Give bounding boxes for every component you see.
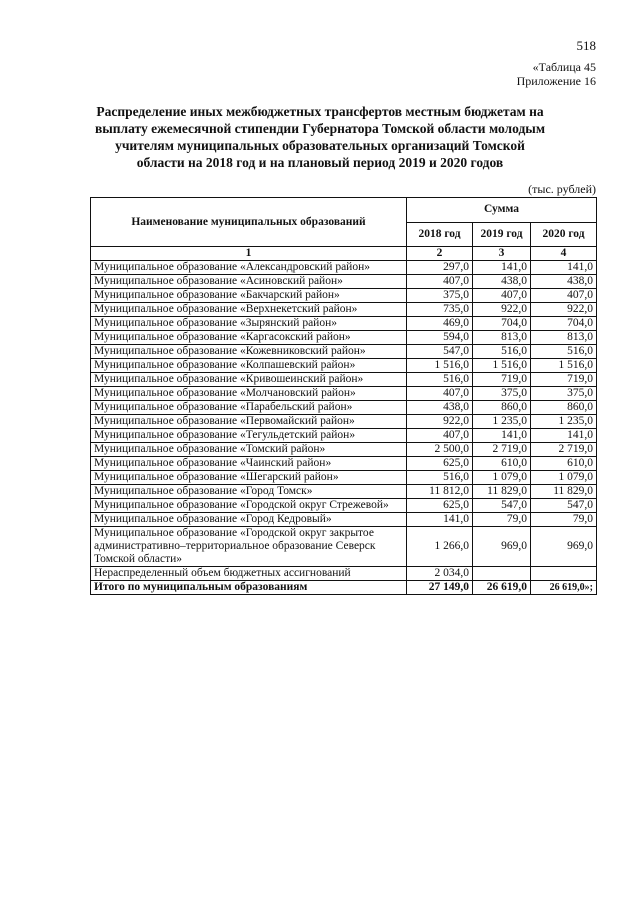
- column-index-row: [91, 247, 597, 261]
- table-row: [91, 387, 597, 401]
- value-2018: 407,0: [407, 429, 473, 443]
- municipality-name: Муниципальное образование «Шегарский район»: [91, 471, 407, 485]
- total-2020: 26 619,0»;: [531, 581, 597, 595]
- municipality-name: Муниципальное образование «Парабельский район»: [91, 401, 407, 415]
- value-2020: 547,0: [531, 499, 597, 513]
- table-number: «Таблица 45: [532, 60, 596, 74]
- value-2018: 469,0: [407, 317, 473, 331]
- value-2018: 625,0: [407, 457, 473, 471]
- value-2020: 141,0: [531, 429, 597, 443]
- municipality-name: Муниципальное образование «Колпашевский район»: [91, 359, 407, 373]
- value-2018: 1 516,0: [407, 359, 473, 373]
- municipality-name: Муниципальное образование «Кривошеинский район»: [91, 373, 407, 387]
- municipality-name: Муниципальное образование «Томский район»: [91, 443, 407, 457]
- total-2019: 26 619,0: [473, 581, 531, 595]
- value-2020: 1 235,0: [531, 415, 597, 429]
- budget-table: [90, 197, 597, 595]
- total-2018: 27 149,0: [407, 581, 473, 595]
- document-title: Распределение иных межбюджетных трансфертов местным бюджетам на выплату ежемесячной стипендии Губернатора Томской области молодым учителям муниципальных образовательных организаций Томской области на 2018 год и на плановый период 2019 и 2020 годов: [94, 104, 546, 170]
- municipality-name: Муниципальное образование «Чаинский район»: [91, 457, 407, 471]
- value-2018: 2 500,0: [407, 443, 473, 457]
- table-row: [91, 429, 597, 443]
- value-2020: 516,0: [531, 345, 597, 359]
- value-2019: 547,0: [473, 499, 531, 513]
- value-2019: 1 235,0: [473, 415, 531, 429]
- value-2020: 407,0: [531, 289, 597, 303]
- value-2018: 516,0: [407, 373, 473, 387]
- value-2020: 704,0: [531, 317, 597, 331]
- value-2019: 1 079,0: [473, 471, 531, 485]
- header-year-2020: 2020 год: [531, 222, 597, 247]
- value-2020: 141,0: [531, 261, 597, 275]
- value-2020: 2 719,0: [531, 443, 597, 457]
- column-index: 1: [91, 247, 407, 261]
- table-row: [91, 401, 597, 415]
- table-row: [91, 373, 597, 387]
- value-2019: 11 829,0: [473, 485, 531, 499]
- municipality-name: Муниципальное образование «Зырянский район»: [91, 317, 407, 331]
- value-2020: 610,0: [531, 457, 597, 471]
- value-2019: 516,0: [473, 345, 531, 359]
- value-2019: 813,0: [473, 331, 531, 345]
- value-2020: 969,0: [531, 527, 597, 567]
- value-2020: [531, 567, 597, 581]
- value-2018: 407,0: [407, 387, 473, 401]
- value-2018: 922,0: [407, 415, 473, 429]
- municipality-name: Муниципальное образование «Александровский район»: [91, 261, 407, 275]
- header-row: [91, 198, 597, 223]
- value-2018: 516,0: [407, 471, 473, 485]
- municipality-name: Муниципальное образование «Бакчарский район»: [91, 289, 407, 303]
- value-2020: 813,0: [531, 331, 597, 345]
- value-2018: 438,0: [407, 401, 473, 415]
- table-row: [91, 317, 597, 331]
- table-row: [91, 415, 597, 429]
- value-2018: 625,0: [407, 499, 473, 513]
- header-year-2019: 2019 год: [473, 222, 531, 247]
- column-index: 4: [531, 247, 597, 261]
- municipality-name: Муниципальное образование «Городской округ Стрежевой»: [91, 499, 407, 513]
- municipality-name: Муниципальное образование «Город Томск»: [91, 485, 407, 499]
- value-2019: 610,0: [473, 457, 531, 471]
- value-2019: 1 516,0: [473, 359, 531, 373]
- value-2020: 375,0: [531, 387, 597, 401]
- table-row: [91, 567, 597, 581]
- table-row: [91, 513, 597, 527]
- header-name: Наименование муниципальных образований: [91, 198, 407, 247]
- value-2019: 375,0: [473, 387, 531, 401]
- table-row: [91, 345, 597, 359]
- municipality-name: Муниципальное образование «Молчановский район»: [91, 387, 407, 401]
- value-2019: [473, 567, 531, 581]
- value-2019: 860,0: [473, 401, 531, 415]
- table-row: [91, 443, 597, 457]
- value-2018: 594,0: [407, 331, 473, 345]
- table-row: [91, 331, 597, 345]
- value-2020: 79,0: [531, 513, 597, 527]
- value-2019: 719,0: [473, 373, 531, 387]
- value-2018: 407,0: [407, 275, 473, 289]
- value-2019: 438,0: [473, 275, 531, 289]
- table-row: [91, 499, 597, 513]
- municipality-name: Нераспределенный объем бюджетных ассигнований: [91, 567, 407, 581]
- header-sum: Сумма: [407, 198, 597, 223]
- municipality-name: Муниципальное образование «Каргасокский район»: [91, 331, 407, 345]
- value-2020: 719,0: [531, 373, 597, 387]
- value-2018: 375,0: [407, 289, 473, 303]
- value-2020: 1 079,0: [531, 471, 597, 485]
- municipality-name: Муниципальное образование «Тегульдетский район»: [91, 429, 407, 443]
- table-reference: [517, 60, 596, 88]
- table-row: [91, 471, 597, 485]
- value-2020: 11 829,0: [531, 485, 597, 499]
- value-2019: 141,0: [473, 261, 531, 275]
- value-2018: 735,0: [407, 303, 473, 317]
- table-row: [91, 303, 597, 317]
- table-row: [91, 457, 597, 471]
- value-2019: 407,0: [473, 289, 531, 303]
- header-year-2018: 2018 год: [407, 222, 473, 247]
- table-row: [91, 289, 597, 303]
- municipality-name: Муниципальное образование «Первомайский район»: [91, 415, 407, 429]
- value-2018: 1 266,0: [407, 527, 473, 567]
- municipality-name: Муниципальное образование «Верхнекетский район»: [91, 303, 407, 317]
- value-2020: 860,0: [531, 401, 597, 415]
- municipality-name: Муниципальное образование «Кожевниковский район»: [91, 345, 407, 359]
- table-row: [91, 275, 597, 289]
- column-index: 2: [407, 247, 473, 261]
- value-2020: 922,0: [531, 303, 597, 317]
- value-2020: 1 516,0: [531, 359, 597, 373]
- table-row: [91, 261, 597, 275]
- value-2019: 704,0: [473, 317, 531, 331]
- table-row: [91, 485, 597, 499]
- municipality-name: Муниципальное образование «Асиновский район»: [91, 275, 407, 289]
- value-2018: 2 034,0: [407, 567, 473, 581]
- value-2019: 969,0: [473, 527, 531, 567]
- value-2019: 141,0: [473, 429, 531, 443]
- total-row: [91, 581, 597, 595]
- table-row: [91, 359, 597, 373]
- value-2019: 922,0: [473, 303, 531, 317]
- municipality-name: Муниципальное образование «Городской округ закрытое административно–территориальное образование Северск Томской области»: [91, 527, 407, 567]
- value-2018: 141,0: [407, 513, 473, 527]
- column-index: 3: [473, 247, 531, 261]
- value-2018: 547,0: [407, 345, 473, 359]
- value-2018: 11 812,0: [407, 485, 473, 499]
- units-label: (тыс. рублей): [528, 182, 596, 196]
- page-number: 518: [576, 38, 596, 53]
- total-label: Итого по муниципальным образованиям: [91, 581, 407, 595]
- value-2019: 79,0: [473, 513, 531, 527]
- appendix-number: Приложение 16: [516, 74, 596, 88]
- value-2019: 2 719,0: [473, 443, 531, 457]
- municipality-name: Муниципальное образование «Город Кедровый»: [91, 513, 407, 527]
- value-2018: 297,0: [407, 261, 473, 275]
- table-row: [91, 527, 597, 567]
- value-2020: 438,0: [531, 275, 597, 289]
